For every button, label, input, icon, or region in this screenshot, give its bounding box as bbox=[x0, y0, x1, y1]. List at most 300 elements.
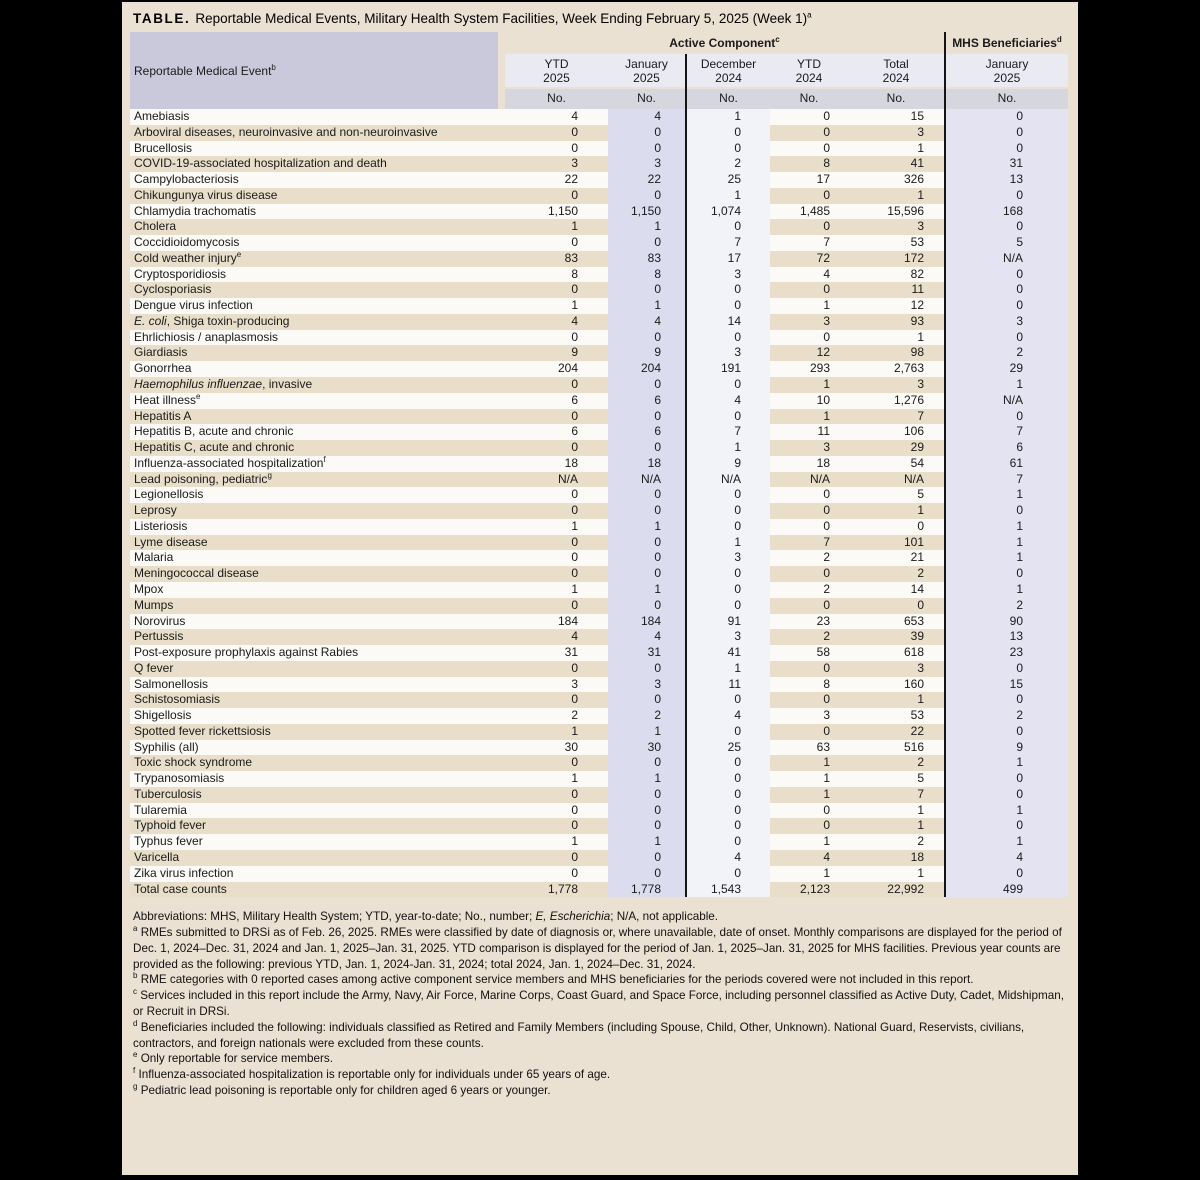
value-cell: 9 bbox=[505, 345, 608, 361]
value-cell: 54 bbox=[848, 456, 944, 472]
value-cell: 1 bbox=[608, 219, 685, 235]
value-cell: 0 bbox=[770, 818, 848, 834]
value-cell: 172 bbox=[848, 251, 944, 267]
table-row bbox=[130, 550, 1068, 566]
table-row bbox=[130, 109, 1068, 125]
value-cell: 22,992 bbox=[848, 882, 944, 898]
value-cell: 0 bbox=[505, 850, 608, 866]
value-cell: 12 bbox=[848, 298, 944, 314]
value-cell: 0 bbox=[944, 109, 1068, 125]
value-cell: 6 bbox=[505, 424, 608, 440]
value-cell: 0 bbox=[608, 866, 685, 882]
value-cell: 0 bbox=[608, 566, 685, 582]
value-cell: 7 bbox=[685, 235, 770, 251]
event-name-cell: Arboviral diseases, neuroinvasive and non-neuroinvasive bbox=[130, 125, 505, 141]
value-cell: 0 bbox=[770, 141, 848, 157]
value-cell: 1 bbox=[848, 188, 944, 204]
value-cell: 2 bbox=[770, 582, 848, 598]
value-cell: 25 bbox=[685, 740, 770, 756]
value-cell: 4 bbox=[505, 314, 608, 330]
event-name-cell: Cholera bbox=[130, 219, 505, 235]
footnotes bbox=[133, 909, 1068, 1099]
group-header-active-component bbox=[505, 32, 944, 54]
group-header-mhs-beneficiaries bbox=[944, 32, 1068, 54]
value-cell: 3 bbox=[848, 377, 944, 393]
value-cell: 53 bbox=[848, 235, 944, 251]
table-row bbox=[130, 330, 1068, 346]
value-cell: 1 bbox=[848, 330, 944, 346]
value-cell: 3 bbox=[608, 156, 685, 172]
value-cell: 1 bbox=[608, 724, 685, 740]
value-cell: 18 bbox=[770, 456, 848, 472]
table-row bbox=[130, 487, 1068, 503]
value-cell: 0 bbox=[685, 755, 770, 771]
value-cell: 3 bbox=[685, 629, 770, 645]
value-cell: 0 bbox=[608, 818, 685, 834]
table-row bbox=[130, 472, 1068, 488]
value-cell: 0 bbox=[770, 598, 848, 614]
value-cell: 1 bbox=[944, 487, 1068, 503]
value-cell: 4 bbox=[685, 708, 770, 724]
event-name-cell: Heat illness$^e$ bbox=[130, 393, 505, 409]
table-row bbox=[130, 141, 1068, 157]
value-cell: 14 bbox=[848, 582, 944, 598]
value-cell: 31 bbox=[505, 645, 608, 661]
value-cell: 11 bbox=[848, 282, 944, 298]
event-name-cell: Spotted fever rickettsiosis bbox=[130, 724, 505, 740]
value-cell: 1 bbox=[685, 440, 770, 456]
value-cell: 0 bbox=[685, 803, 770, 819]
table-row bbox=[130, 409, 1068, 425]
table-row bbox=[130, 456, 1068, 472]
value-cell: 1,074 bbox=[685, 204, 770, 220]
value-cell: 0 bbox=[770, 188, 848, 204]
event-name-cell: Coccidioidomycosis bbox=[130, 235, 505, 251]
column-header-january-2025: January 2025 bbox=[608, 54, 685, 87]
event-name-cell: Dengue virus infection bbox=[130, 298, 505, 314]
value-cell: 1 bbox=[685, 661, 770, 677]
table-row bbox=[130, 282, 1068, 298]
value-cell: 2 bbox=[770, 629, 848, 645]
table-row bbox=[130, 582, 1068, 598]
value-cell: 2 bbox=[848, 834, 944, 850]
event-name-cell: Amebiasis bbox=[130, 109, 505, 125]
value-cell: 1 bbox=[770, 755, 848, 771]
value-cell: 1 bbox=[608, 582, 685, 598]
table-row bbox=[130, 345, 1068, 361]
table-row bbox=[130, 882, 1068, 898]
value-cell: 0 bbox=[685, 834, 770, 850]
value-cell: 22 bbox=[608, 172, 685, 188]
footnote: $^g$ Pediatric lead poisoning is reportable only for children aged 6 years or younger. bbox=[133, 1082, 551, 1098]
value-cell: 0 bbox=[944, 298, 1068, 314]
column-header-december-2024: December 2024 bbox=[685, 54, 770, 87]
value-cell: 0 bbox=[505, 440, 608, 456]
value-cell: 0 bbox=[608, 503, 685, 519]
table-title-prefix: TABLE. bbox=[133, 11, 191, 26]
value-cell: 1,150 bbox=[608, 204, 685, 220]
value-cell: 1 bbox=[505, 834, 608, 850]
event-name-cell: Trypanosomiasis bbox=[130, 771, 505, 787]
table-row bbox=[130, 125, 1068, 141]
value-cell: 18 bbox=[848, 850, 944, 866]
report-page bbox=[122, 2, 1078, 1175]
value-cell: 0 bbox=[505, 377, 608, 393]
value-cell: 8 bbox=[505, 267, 608, 283]
value-cell: 41 bbox=[685, 645, 770, 661]
value-cell: 0 bbox=[608, 487, 685, 503]
value-cell: 4 bbox=[685, 393, 770, 409]
value-cell: 3 bbox=[685, 550, 770, 566]
value-cell: 516 bbox=[848, 740, 944, 756]
value-cell: 0 bbox=[685, 866, 770, 882]
table-row bbox=[130, 503, 1068, 519]
value-cell: 1 bbox=[944, 803, 1068, 819]
value-cell: 0 bbox=[685, 298, 770, 314]
value-cell: 0 bbox=[685, 724, 770, 740]
value-cell: 1 bbox=[505, 582, 608, 598]
value-cell: 98 bbox=[848, 345, 944, 361]
value-cell: 9 bbox=[608, 345, 685, 361]
event-name-cell: Haemophilus influenzae, invasive bbox=[130, 377, 505, 393]
value-cell: 53 bbox=[848, 708, 944, 724]
value-cell: 9 bbox=[944, 740, 1068, 756]
footnote: $^a$ RMEs submitted to DRSi as of Feb. 26, 2025. RMEs were classified by date of diagnosis or, where unavailable, date of onset. Monthly comparisons are displayed for the period of Dec. 1, 2024–Dec. 31, 2024 and Jan. 1, 2025–Jan. 31, 2025. YTD comparison is displayed for the period of Jan. 1, 2025–Jan. 31, 2025 for MHS facilities. Previous year counts are provided as the following: previous YTD, Jan. 1, 2024-Jan. 31, 2024; total 2024, Jan. 1, 2024–Dec. 31, 2024. bbox=[133, 924, 1062, 971]
footnote: $^b$ RME categories with 0 reported cases among active component service members and MHS beneficiaries for the periods covered were not included in this report. bbox=[133, 971, 974, 987]
value-cell: 0 bbox=[685, 692, 770, 708]
value-cell: 0 bbox=[944, 724, 1068, 740]
mhs-beneficiaries-label: MHS Beneficiaries bbox=[952, 36, 1057, 50]
value-cell: 7 bbox=[770, 535, 848, 551]
value-cell: 0 bbox=[770, 330, 848, 346]
event-name-cell: Hepatitis C, acute and chronic bbox=[130, 440, 505, 456]
event-name-cell: Giardiasis bbox=[130, 345, 505, 361]
value-cell: 0 bbox=[505, 141, 608, 157]
value-cell: 0 bbox=[505, 550, 608, 566]
unit-cell: No. bbox=[770, 87, 848, 109]
value-cell: 1 bbox=[944, 755, 1068, 771]
value-cell: 499 bbox=[944, 882, 1068, 898]
value-cell: 3 bbox=[608, 677, 685, 693]
value-cell: 0 bbox=[608, 409, 685, 425]
value-cell: 4 bbox=[608, 629, 685, 645]
row-header-cell bbox=[130, 32, 505, 109]
value-cell: 17 bbox=[770, 172, 848, 188]
value-cell: 1 bbox=[944, 519, 1068, 535]
event-name-cell: Campylobacteriosis bbox=[130, 172, 505, 188]
value-cell: 17 bbox=[685, 251, 770, 267]
value-cell: 0 bbox=[505, 692, 608, 708]
value-cell: 0 bbox=[944, 818, 1068, 834]
value-cell: 83 bbox=[608, 251, 685, 267]
value-cell: 0 bbox=[770, 724, 848, 740]
event-name-cell: Tuberculosis bbox=[130, 787, 505, 803]
value-cell: 4 bbox=[608, 109, 685, 125]
value-cell: 0 bbox=[608, 803, 685, 819]
value-cell: 191 bbox=[685, 361, 770, 377]
value-cell: 1 bbox=[608, 519, 685, 535]
table-row bbox=[130, 771, 1068, 787]
value-cell: 0 bbox=[685, 330, 770, 346]
value-cell: 7 bbox=[848, 787, 944, 803]
value-cell: 1 bbox=[770, 377, 848, 393]
event-name-cell: Listeriosis bbox=[130, 519, 505, 535]
value-cell: 93 bbox=[848, 314, 944, 330]
value-cell: 1,778 bbox=[505, 882, 608, 898]
value-cell: 0 bbox=[608, 787, 685, 803]
value-cell: 618 bbox=[848, 645, 944, 661]
value-cell: 30 bbox=[505, 740, 608, 756]
value-cell: 3 bbox=[848, 219, 944, 235]
column-header-mhs-january-2025: January 2025 bbox=[944, 54, 1068, 87]
table-row bbox=[130, 724, 1068, 740]
value-cell: N/A bbox=[944, 393, 1068, 409]
value-cell: 90 bbox=[944, 614, 1068, 630]
value-cell: 4 bbox=[944, 850, 1068, 866]
value-cell: 1 bbox=[770, 787, 848, 803]
value-cell: 0 bbox=[770, 803, 848, 819]
column-header-ytd-2024: YTD 2024 bbox=[770, 54, 848, 87]
value-cell: 1,778 bbox=[608, 882, 685, 898]
table-row bbox=[130, 393, 1068, 409]
value-cell: 7 bbox=[944, 424, 1068, 440]
value-cell: 0 bbox=[685, 487, 770, 503]
table-row bbox=[130, 235, 1068, 251]
value-cell: 0 bbox=[685, 818, 770, 834]
value-cell: 0 bbox=[505, 535, 608, 551]
table-row bbox=[130, 692, 1068, 708]
event-name-cell: Malaria bbox=[130, 550, 505, 566]
group-header-row bbox=[130, 32, 1068, 54]
value-cell: 8 bbox=[770, 156, 848, 172]
table-title-text: Reportable Medical Events, Military Health System Facilities, Week Ending February 5, 2025 (Week 1) bbox=[195, 11, 808, 26]
table-row bbox=[130, 850, 1068, 866]
table-row bbox=[130, 361, 1068, 377]
value-cell: 0 bbox=[944, 866, 1068, 882]
value-cell: 1 bbox=[944, 582, 1068, 598]
value-cell: 0 bbox=[608, 330, 685, 346]
value-cell: 3 bbox=[505, 156, 608, 172]
value-cell: 0 bbox=[770, 661, 848, 677]
value-cell: 0 bbox=[505, 235, 608, 251]
value-cell: 0 bbox=[608, 692, 685, 708]
value-cell: 2 bbox=[848, 566, 944, 582]
value-cell: 18 bbox=[505, 456, 608, 472]
value-cell: 18 bbox=[608, 456, 685, 472]
value-cell: 1 bbox=[848, 866, 944, 882]
unit-cell: No. bbox=[608, 87, 685, 109]
row-header-label: Reportable Medical Event bbox=[134, 63, 272, 78]
footnote: $^c$ Services included in this report include the Army, Navy, Air Force, Marine Corps, Coast Guard, and Space Force, including personnel classified as Active Duty, Cadet, Midshipman, or Recruit in DRSi. bbox=[133, 987, 1064, 1019]
table-row bbox=[130, 251, 1068, 267]
value-cell: 0 bbox=[685, 125, 770, 141]
value-cell: 0 bbox=[685, 787, 770, 803]
value-cell: 1 bbox=[770, 866, 848, 882]
table-row bbox=[130, 519, 1068, 535]
value-cell: 13 bbox=[944, 629, 1068, 645]
value-cell: N/A bbox=[608, 472, 685, 488]
value-cell: 31 bbox=[608, 645, 685, 661]
table-row bbox=[130, 314, 1068, 330]
value-cell: 293 bbox=[770, 361, 848, 377]
value-cell: 0 bbox=[505, 661, 608, 677]
table-row bbox=[130, 267, 1068, 283]
value-cell: 14 bbox=[685, 314, 770, 330]
value-cell: 1 bbox=[944, 834, 1068, 850]
event-name-cell: Meningococcal disease bbox=[130, 566, 505, 582]
value-cell: 2,123 bbox=[770, 882, 848, 898]
value-cell: 0 bbox=[944, 125, 1068, 141]
event-name-cell: Toxic shock syndrome bbox=[130, 755, 505, 771]
table-row bbox=[130, 156, 1068, 172]
value-cell: 1 bbox=[685, 188, 770, 204]
value-cell: 0 bbox=[505, 787, 608, 803]
value-cell: 0 bbox=[944, 503, 1068, 519]
active-component-label: Active Component bbox=[669, 36, 776, 50]
value-cell: 83 bbox=[505, 251, 608, 267]
event-name-cell: Mpox bbox=[130, 582, 505, 598]
value-cell: 6 bbox=[505, 393, 608, 409]
value-cell: 2 bbox=[685, 156, 770, 172]
value-cell: 0 bbox=[944, 141, 1068, 157]
value-cell: 8 bbox=[608, 267, 685, 283]
event-name-cell: Brucellosis bbox=[130, 141, 505, 157]
value-cell: 30 bbox=[608, 740, 685, 756]
value-cell: 1 bbox=[848, 141, 944, 157]
table-row bbox=[130, 866, 1068, 882]
value-cell: 3 bbox=[770, 708, 848, 724]
value-cell: 13 bbox=[944, 172, 1068, 188]
value-cell: 0 bbox=[608, 282, 685, 298]
value-cell: 3 bbox=[770, 440, 848, 456]
event-name-cell: Salmonellosis bbox=[130, 677, 505, 693]
value-cell: 0 bbox=[685, 282, 770, 298]
value-cell: N/A bbox=[770, 472, 848, 488]
mhs-beneficiaries-superscript: d bbox=[1056, 35, 1062, 44]
value-cell: 2 bbox=[944, 708, 1068, 724]
table-row bbox=[130, 614, 1068, 630]
value-cell: 0 bbox=[608, 550, 685, 566]
value-cell: 3 bbox=[685, 267, 770, 283]
value-cell: 0 bbox=[770, 282, 848, 298]
value-cell: 3 bbox=[770, 314, 848, 330]
unit-cell: No. bbox=[685, 87, 770, 109]
value-cell: 1 bbox=[944, 377, 1068, 393]
event-name-cell: Tularemia bbox=[130, 803, 505, 819]
value-cell: 0 bbox=[685, 582, 770, 598]
value-cell: 1 bbox=[505, 519, 608, 535]
value-cell: 0 bbox=[505, 487, 608, 503]
value-cell: 2,763 bbox=[848, 361, 944, 377]
value-cell: 6 bbox=[608, 424, 685, 440]
value-cell: 0 bbox=[608, 125, 685, 141]
value-cell: 1 bbox=[770, 834, 848, 850]
value-cell: 184 bbox=[505, 614, 608, 630]
value-cell: 0 bbox=[685, 566, 770, 582]
active-component-superscript: c bbox=[775, 35, 780, 44]
value-cell: 0 bbox=[944, 267, 1068, 283]
value-cell: 7 bbox=[848, 409, 944, 425]
value-cell: 0 bbox=[944, 787, 1068, 803]
value-cell: 0 bbox=[505, 125, 608, 141]
table-row bbox=[130, 204, 1068, 220]
value-cell: 1 bbox=[848, 692, 944, 708]
value-cell: 1 bbox=[608, 771, 685, 787]
event-name-cell: Ehrlichiosis / anaplasmosis bbox=[130, 330, 505, 346]
value-cell: 0 bbox=[685, 503, 770, 519]
value-cell: 0 bbox=[685, 598, 770, 614]
value-cell: 101 bbox=[848, 535, 944, 551]
table-row bbox=[130, 708, 1068, 724]
value-cell: 1 bbox=[505, 724, 608, 740]
value-cell: 7 bbox=[685, 424, 770, 440]
event-name-cell: COVID-19-associated hospitalization and death bbox=[130, 156, 505, 172]
value-cell: 2 bbox=[608, 708, 685, 724]
table-row bbox=[130, 377, 1068, 393]
table-row bbox=[130, 629, 1068, 645]
value-cell: 0 bbox=[770, 566, 848, 582]
value-cell: 1 bbox=[505, 771, 608, 787]
value-cell: 5 bbox=[848, 487, 944, 503]
value-cell: 0 bbox=[505, 566, 608, 582]
value-cell: 39 bbox=[848, 629, 944, 645]
value-cell: 0 bbox=[505, 330, 608, 346]
value-cell: 7 bbox=[770, 235, 848, 251]
value-cell: 1 bbox=[770, 409, 848, 425]
event-name-cell: Chikungunya virus disease bbox=[130, 188, 505, 204]
value-cell: 4 bbox=[505, 109, 608, 125]
value-cell: 1 bbox=[505, 298, 608, 314]
value-cell: 5 bbox=[848, 771, 944, 787]
value-cell: 0 bbox=[944, 692, 1068, 708]
event-name-cell: Typhus fever bbox=[130, 834, 505, 850]
value-cell: 10 bbox=[770, 393, 848, 409]
table-row bbox=[130, 755, 1068, 771]
reportable-medical-events-table bbox=[130, 32, 1068, 897]
value-cell: 0 bbox=[770, 109, 848, 125]
unit-cell: No. bbox=[944, 87, 1068, 109]
value-cell: 3 bbox=[505, 677, 608, 693]
value-cell: 1 bbox=[944, 535, 1068, 551]
value-cell: 0 bbox=[944, 661, 1068, 677]
value-cell: 6 bbox=[608, 393, 685, 409]
value-cell: 3 bbox=[685, 345, 770, 361]
value-cell: 4 bbox=[608, 314, 685, 330]
value-cell: N/A bbox=[685, 472, 770, 488]
value-cell: 326 bbox=[848, 172, 944, 188]
value-cell: 0 bbox=[608, 188, 685, 204]
value-cell: 5 bbox=[944, 235, 1068, 251]
event-name-cell: Chlamydia trachomatis bbox=[130, 204, 505, 220]
value-cell: 1 bbox=[770, 298, 848, 314]
row-header-superscript: b bbox=[271, 62, 276, 72]
value-cell: 9 bbox=[685, 456, 770, 472]
event-name-cell: Mumps bbox=[130, 598, 505, 614]
value-cell: 72 bbox=[770, 251, 848, 267]
value-cell: 0 bbox=[685, 519, 770, 535]
value-cell: 1,150 bbox=[505, 204, 608, 220]
value-cell: 0 bbox=[944, 409, 1068, 425]
value-cell: 0 bbox=[608, 850, 685, 866]
event-name-cell: Cryptosporidiosis bbox=[130, 267, 505, 283]
value-cell: 11 bbox=[685, 677, 770, 693]
value-cell: 0 bbox=[608, 598, 685, 614]
value-cell: 1 bbox=[685, 109, 770, 125]
value-cell: 82 bbox=[848, 267, 944, 283]
value-cell: 7 bbox=[944, 472, 1068, 488]
value-cell: 8 bbox=[770, 677, 848, 693]
event-name-cell: Cyclosporiasis bbox=[130, 282, 505, 298]
